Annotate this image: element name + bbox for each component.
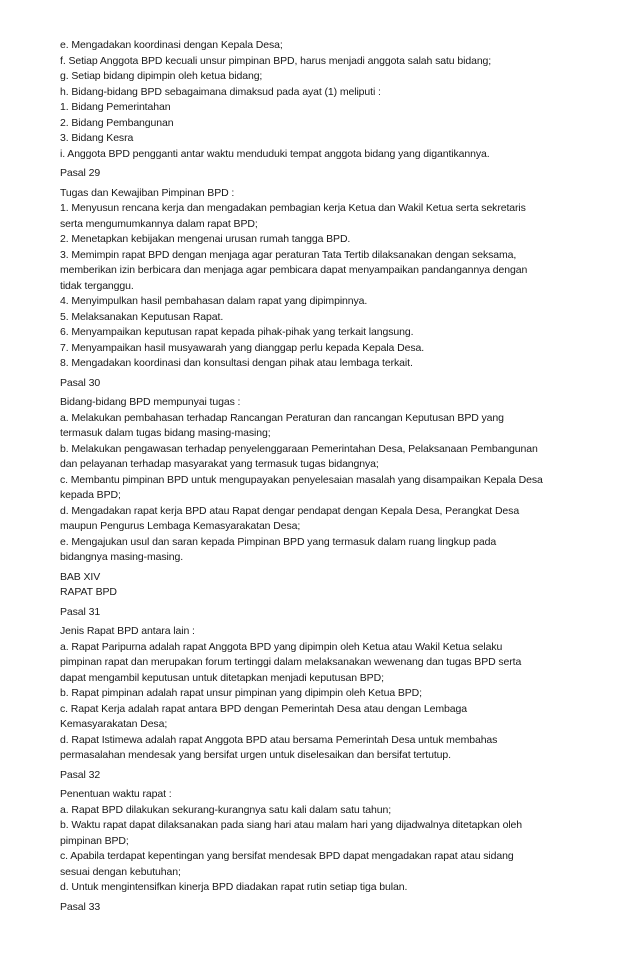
text-line: memberikan izin berbicara dan menjaga agar pembicara dapat menyampaikan pandangannya dengan — [60, 264, 528, 276]
text-line: i. Anggota BPD pengganti antar waktu menduduki tempat anggota bidang yang digantikannya. — [60, 147, 490, 160]
text-line: Kemasyarakatan Desa; — [60, 718, 168, 730]
paragraph — [60, 166, 598, 182]
paragraph — [60, 787, 598, 896]
text-line: Pasal 33 — [60, 900, 101, 913]
text-line: BAB XIV — [60, 570, 101, 583]
text-line: g. Setiap bidang dipimpin oleh ketua bidang; — [60, 70, 263, 82]
text-line: dan pelayanan terhadap masyarakat yang termasuk tugas bidangnya; — [60, 458, 379, 470]
text-line: h. Bidang-bidang BPD sebagaimana dimaksud pada ayat (1) meliputi : — [60, 85, 381, 98]
text-line: b. Melakukan pengawasan terhadap penyelenggaraan Pemerintahan Desa, Pelaksanaan Pembangunan — [60, 442, 538, 455]
text-line: e. Mengajukan usul dan saran kepada Pimpinan BPD yang termasuk dalam ruang lingkup pada — [60, 535, 497, 548]
text-line: 2. Menetapkan kebijakan mengenai urusan rumah tangga BPD. — [60, 233, 351, 245]
text-line: serta mengumumkannya dalam rapat BPD; — [60, 217, 258, 230]
paragraph — [60, 768, 598, 784]
text-line: pimpinan BPD; — [60, 834, 129, 847]
text-line: 3. Bidang Kesra — [60, 132, 134, 144]
text-line: sesuai dengan kebutuhan; — [60, 865, 181, 878]
text-line: d. Rapat Istimewa adalah rapat Anggota BPD atau bersama Pemerintah Desa untuk membahas — [60, 733, 498, 746]
text-line: dapat mengambil keputusan untuk ditetapkan menjadi keputusan BPD; — [60, 671, 384, 684]
text-line: Tugas dan Kewajiban Pimpinan BPD : — [60, 186, 235, 199]
text-line: d. Mengadakan rapat kerja BPD atau Rapat dengar pendapat dengan Kepala Desa, Perangkat Desa — [60, 504, 520, 517]
text-line: kepada BPD; — [60, 489, 121, 501]
text-line: Pasal 31 — [60, 605, 101, 618]
paragraph — [60, 376, 598, 392]
text-line: a. Melakukan pembahasan terhadap Rancangan Peraturan dan rancangan Keputusan BPD yang — [60, 411, 504, 424]
text-line: Jenis Rapat BPD antara lain : — [60, 625, 195, 637]
paragraph — [60, 570, 598, 601]
text-line: pimpinan rapat dan merupakan forum tertinggi dalam melaksanakan wewenang dan tugas BPD serta — [60, 656, 522, 668]
text-line: a. Rapat BPD dilakukan sekurang-kurangnya satu kali dalam satu tahun; — [60, 803, 392, 816]
text-line: 4. Menyimpulkan hasil pembahasan dalam rapat yang dipimpinnya. — [60, 295, 368, 307]
text-line: tidak terganggu. — [60, 279, 134, 292]
paragraph — [60, 624, 598, 764]
paragraph — [60, 38, 598, 162]
text-line: maupun Pengurus Lembaga Kemasyarakatan Desa; — [60, 520, 301, 532]
text-line: c. Apabila terdapat kepentingan yang bersifat mendesak BPD dapat mengadakan rapat atau sidang — [60, 850, 514, 862]
text-line: 6. Menyampaikan keputusan rapat kepada pihak-pihak yang terkait langsung. — [60, 326, 414, 338]
text-line: 5. Melaksanakan Keputusan Rapat. — [60, 310, 224, 323]
text-line: 8. Mengadakan koordinasi dan konsultasi dengan pihak atau lembaga terkait. — [60, 357, 413, 369]
text-line: Penentuan waktu rapat : — [60, 788, 172, 800]
paragraph — [60, 605, 598, 621]
text-line: e. Mengadakan koordinasi dengan Kepala Desa; — [60, 39, 283, 51]
text-line: RAPAT BPD — [60, 586, 117, 598]
text-line: c. Membantu pimpinan BPD untuk mengupayakan penyelesaian masalah yang disampaikan Kepala Desa — [60, 473, 543, 486]
text-line: 3. Memimpin rapat BPD dengan menjaga agar peraturan Tata Tertib dilaksanakan dengan seksama, — [60, 248, 517, 261]
text-line: f. Setiap Anggota BPD kecuali unsur pimpinan BPD, harus menjadi anggota salah satu bidang; — [60, 54, 492, 67]
text-line: 1. Menyusun rencana kerja dan mengadakan pembagian kerja Ketua dan Wakil Ketua serta sekretaris — [60, 202, 526, 214]
text-line: a. Rapat Paripurna adalah rapat Anggota BPD yang dipimpin oleh Ketua atau Wakil Ketua selaku — [60, 640, 503, 653]
paragraph — [60, 186, 598, 372]
text-line: Pasal 30 — [60, 376, 101, 389]
text-line: Pasal 29 — [60, 167, 101, 179]
text-line: b. Waktu rapat dapat dilaksanakan pada siang hari atau malam hari yang dijadwalnya ditetapkan oleh — [60, 819, 523, 831]
text-line: d. Untuk mengintensifkan kinerja BPD diadakan rapat rutin setiap tiga bulan. — [60, 881, 408, 893]
text-line: bidangnya masing-masing. — [60, 551, 184, 563]
text-line: 2. Bidang Pembangunan — [60, 116, 174, 129]
text-line: permasalahan mendesak yang bersifat urgen untuk diselesaikan dan bersifat tertutup. — [60, 749, 451, 761]
text-line: 1. Bidang Pemerintahan — [60, 101, 171, 113]
text-line: Pasal 32 — [60, 768, 101, 781]
paragraph — [60, 900, 598, 916]
text-line: 7. Menyampaikan hasil musyawarah yang dianggap perlu kepada Kepala Desa. — [60, 341, 425, 354]
text-line: Bidang-bidang BPD mempunyai tugas : — [60, 396, 241, 408]
text-line: b. Rapat pimpinan adalah rapat unsur pimpinan yang dipimpin oleh Ketua BPD; — [60, 687, 422, 699]
paragraph — [60, 395, 598, 566]
text-line: termasuk dalam tugas bidang masing-masing; — [60, 427, 271, 439]
text-line: c. Rapat Kerja adalah rapat antara BPD dengan Pemerintah Desa atau dengan Lembaga — [60, 702, 467, 715]
